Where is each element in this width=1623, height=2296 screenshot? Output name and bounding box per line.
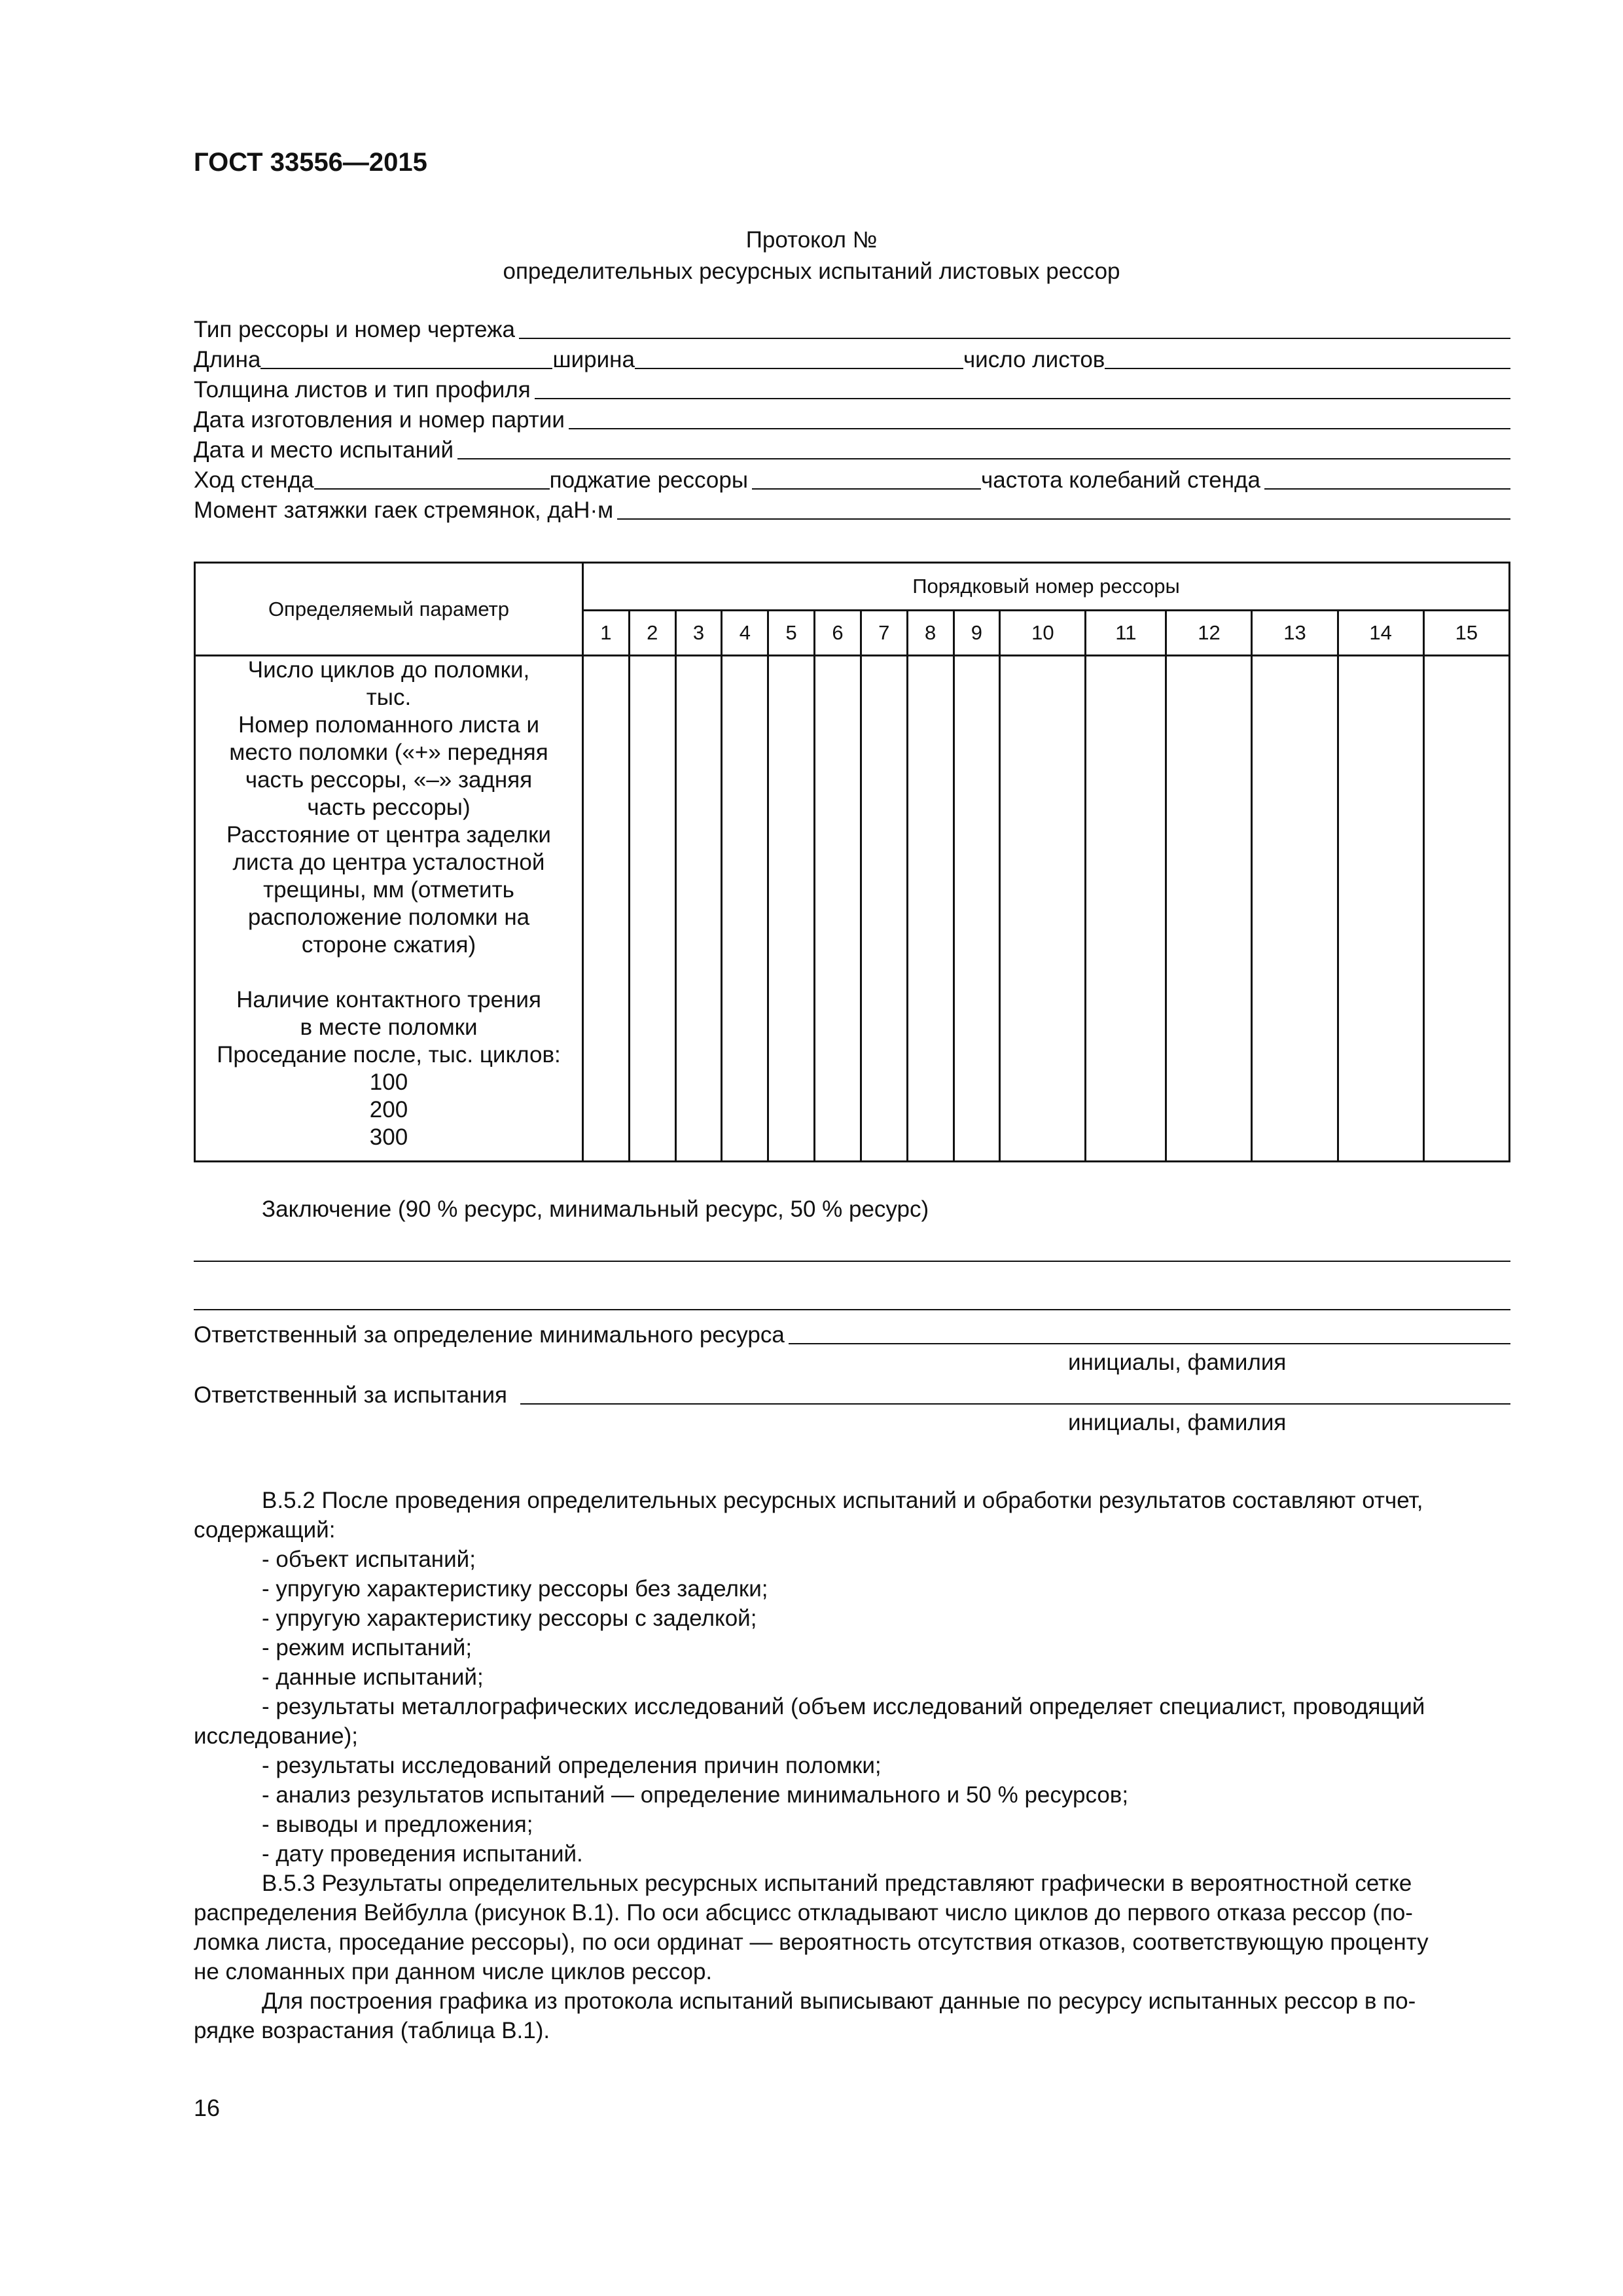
param-line <box>196 959 582 986</box>
data-cell[interactable] <box>815 656 861 1162</box>
section-b52 <box>194 1486 1510 1869</box>
data-cell[interactable] <box>954 656 1000 1162</box>
param-line: Наличие контактного трения <box>236 987 541 1013</box>
paragraph-line: В.5.3 Результаты определительных ресурсных испытаний представляют графически в вероятностной сетке <box>262 1871 1412 1896</box>
table-header-row <box>195 563 1510 611</box>
number-cell: 2 <box>629 611 675 656</box>
protocol-title: Протокол № <box>745 227 878 253</box>
field-label: Дата и место испытаний <box>194 437 454 463</box>
list-item: - объект испытаний; <box>262 1547 476 1572</box>
list-item: - результаты металлографических исследований (объем исследований определяет специалист, проводящий <box>262 1694 1425 1719</box>
data-cell[interactable] <box>722 656 768 1162</box>
list-item: - упругую характеристику рессоры с заделкой; <box>262 1605 757 1631</box>
data-cell[interactable] <box>675 656 722 1162</box>
data-cell[interactable] <box>1166 656 1252 1162</box>
number-cell: 10 <box>1000 611 1086 656</box>
field-manufacture <box>194 403 1510 433</box>
field-label: число листов <box>963 347 1105 372</box>
fill-line-preload[interactable] <box>752 465 981 490</box>
field-test-place <box>194 433 1510 463</box>
param-line: Расстояние от центра заделки <box>226 822 551 848</box>
number-cell: 7 <box>861 611 907 656</box>
field-torque <box>194 493 1510 524</box>
param-line: место поломки («+» передняя <box>229 740 548 765</box>
param-list <box>195 656 583 1162</box>
number-cell: 3 <box>675 611 722 656</box>
number-cell: 8 <box>907 611 954 656</box>
list-item: - результаты исследований определения причин поломки; <box>262 1753 882 1778</box>
data-cell[interactable] <box>1423 656 1509 1162</box>
data-cell[interactable] <box>907 656 954 1162</box>
section-b53 <box>194 1869 1510 2045</box>
data-cell[interactable] <box>1252 656 1338 1162</box>
page-number: 16 <box>194 2094 221 2121</box>
field-label: частота колебаний стенда <box>981 467 1260 493</box>
conclusion-label: Заключение (90 % ресурс, минимальный ресурс, 50 % ресурс) <box>262 1196 929 1222</box>
number-cell: 15 <box>1423 611 1509 656</box>
number-cell: 12 <box>1166 611 1252 656</box>
paragraph-line: содержащий: <box>194 1517 336 1543</box>
field-label: Толщина листов и тип профиля <box>194 377 531 403</box>
number-cell: 5 <box>768 611 815 656</box>
initials-caption: инициалы, фамилия <box>1068 1410 1287 1435</box>
number-cell: 14 <box>1338 611 1423 656</box>
paragraph-line: ломка листа, проседание рессоры), по оси ординат — вероятность отсутствия отказов, соответствующую проценту <box>194 1929 1429 1955</box>
data-cell[interactable] <box>1338 656 1423 1162</box>
field-spring-type <box>194 313 1510 343</box>
param-line: тыс. <box>366 685 412 710</box>
document-code: ГОСТ 33556—2015 <box>194 148 427 177</box>
data-cell[interactable] <box>861 656 907 1162</box>
field-label: Дата изготовления и номер партии <box>194 407 565 433</box>
conclusion-line-1[interactable] <box>194 1261 1510 1262</box>
fill-line-leaves[interactable] <box>1105 344 1510 369</box>
protocol-table <box>194 562 1510 1162</box>
signature-line[interactable] <box>789 1319 1510 1344</box>
fill-line[interactable] <box>617 495 1510 520</box>
list-item: - дату проведения испытаний. <box>262 1841 583 1867</box>
number-cell: 4 <box>722 611 768 656</box>
field-label: Тип рессоры и номер чертежа <box>194 317 515 342</box>
responsible-min-resource <box>194 1318 1510 1348</box>
conclusion-line-2[interactable] <box>194 1309 1510 1310</box>
param-line: 300 <box>369 1124 408 1150</box>
data-cell[interactable] <box>1000 656 1086 1162</box>
list-item: - упругую характеристику рессоры без заделки; <box>262 1576 768 1602</box>
fill-line-width[interactable] <box>635 344 963 369</box>
paragraph-line: В.5.2 После проведения определительных ресурсных испытаний и обработки результатов составляют отчет, <box>262 1488 1423 1513</box>
param-line: 100 <box>369 1069 408 1095</box>
protocol-subtitle: определительных ресурсных испытаний листовых рессор <box>503 259 1120 284</box>
graph-text <box>194 1986 1510 2045</box>
field-label: Ответственный за определение минимального ресурса <box>194 1322 785 1348</box>
b53-text <box>194 1869 1510 1986</box>
data-cell[interactable] <box>1086 656 1166 1162</box>
param-line: в месте поломки <box>300 1014 478 1040</box>
field-label: Момент затяжки гаек стремянок, даН·м <box>194 497 614 523</box>
list-item: - режим испытаний; <box>262 1635 473 1660</box>
initials-caption: инициалы, фамилия <box>1068 1350 1287 1375</box>
param-line: трещины, мм (отметить <box>263 877 514 903</box>
signature-line[interactable] <box>520 1380 1510 1405</box>
fill-line-frequency[interactable] <box>1264 465 1510 490</box>
param-line: листа до центра усталостной <box>232 850 545 875</box>
number-cell: 6 <box>815 611 861 656</box>
param-line: 200 <box>369 1097 408 1122</box>
field-stand <box>194 463 1510 493</box>
param-line: часть рессоры) <box>307 795 471 820</box>
field-label: Ход стенда <box>194 467 314 493</box>
data-cell[interactable] <box>629 656 675 1162</box>
number-cell: 9 <box>954 611 1000 656</box>
field-label: Длина <box>194 347 261 372</box>
fill-line-stroke[interactable] <box>314 465 550 490</box>
list-item: исследование); <box>194 1723 358 1749</box>
paragraph-line: Для построения графика из протокола испытаний выписывают данные по ресурсу испытанных рессор в по- <box>262 1988 1416 2014</box>
paragraph-line: не сломанных при данном числе циклов рессор. <box>194 1959 713 1984</box>
param-line: расположение поломки на <box>247 905 530 930</box>
paragraph-line: распределения Вейбулла (рисунок В.1). По оси абсцисс откладывают число циклов до первого отказа рессор (по- <box>194 1900 1413 1926</box>
field-label: Ответственный за испытания <box>194 1382 508 1408</box>
number-cell: 1 <box>583 611 630 656</box>
fill-line-length[interactable] <box>260 344 552 369</box>
field-label: поджатие рессоры <box>549 467 748 493</box>
fill-line[interactable] <box>457 435 1510 459</box>
param-line: стороне сжатия) <box>301 932 476 958</box>
number-cell: 13 <box>1252 611 1338 656</box>
field-label: ширина <box>552 347 635 372</box>
param-line: Проседание после, тыс. циклов: <box>217 1042 561 1067</box>
data-cell[interactable] <box>583 656 630 1162</box>
number-cell: 11 <box>1086 611 1166 656</box>
fill-line[interactable] <box>519 314 1510 339</box>
paragraph-line: рядке возрастания (таблица В.1). <box>194 2018 550 2043</box>
table-body-row <box>195 656 1510 1162</box>
param-line: часть рессоры, «–» задняя <box>245 767 533 793</box>
param-line: Число циклов до поломки, <box>247 657 530 683</box>
responsible-tests <box>194 1378 1510 1408</box>
field-dimensions <box>194 343 1510 373</box>
list-item: - выводы и предложения; <box>262 1812 533 1837</box>
list-item: - данные испытаний; <box>262 1664 484 1690</box>
param-line: Номер поломанного листа и <box>238 712 540 738</box>
list-item: - анализ результатов испытаний — определение минимального и 50 % ресурсов; <box>262 1782 1129 1808</box>
number-header: Порядковый номер рессоры <box>583 563 1510 611</box>
data-cell[interactable] <box>768 656 815 1162</box>
fill-line[interactable] <box>569 404 1510 429</box>
report-contents-list <box>194 1545 1510 1869</box>
field-thickness <box>194 373 1510 403</box>
fill-line[interactable] <box>535 374 1510 399</box>
param-header: Определяемый параметр <box>195 563 583 656</box>
